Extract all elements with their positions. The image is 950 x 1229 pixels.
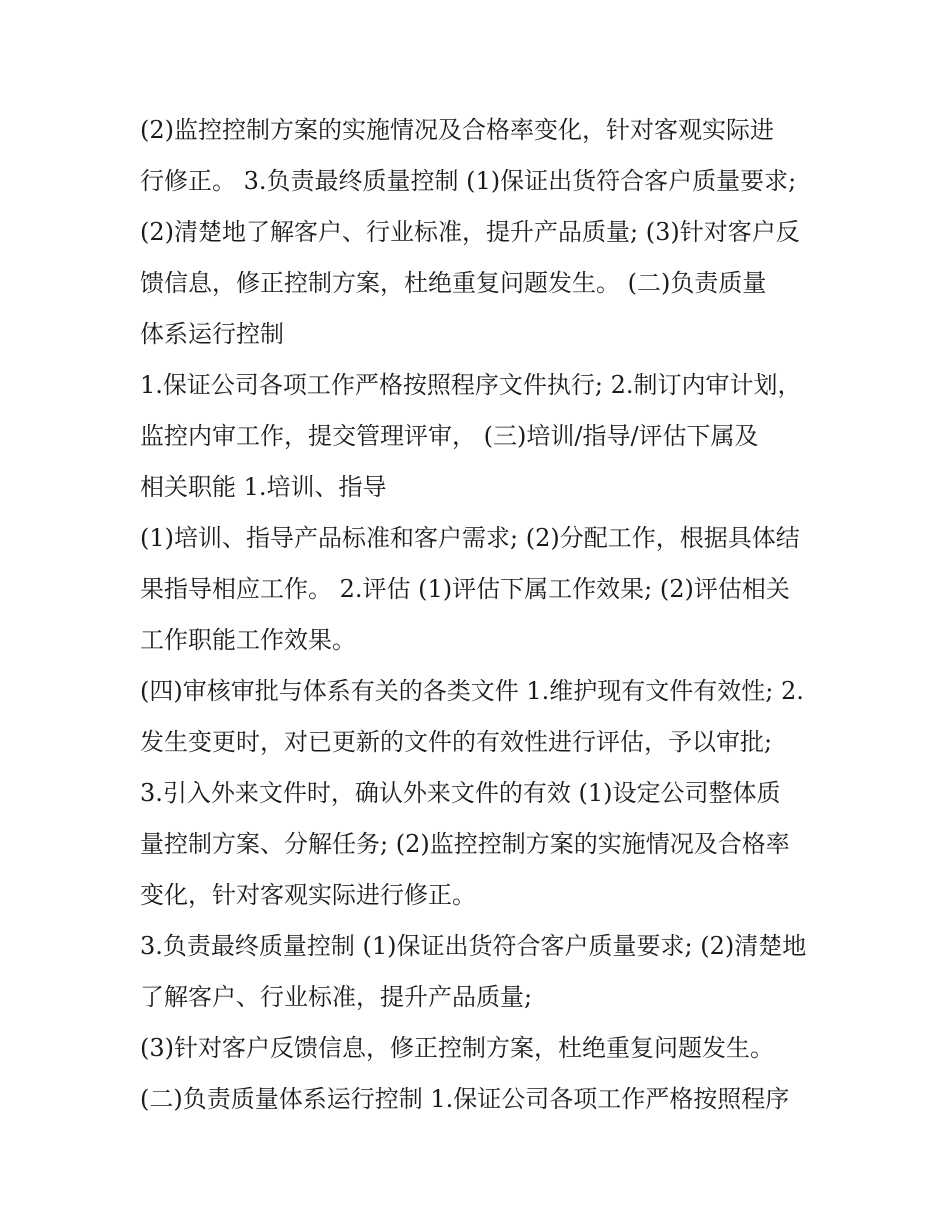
document-body xyxy=(140,105,820,1125)
text-line: 了解客户、行业标准，提升产品质量; xyxy=(140,983,533,1011)
text-line: 监控内审工作，提交管理评审， (三)培训/指导/评估下属及 xyxy=(140,422,759,450)
text-line: 3.引入外来文件时，确认外来文件的有效 (1)设定公司整体质 xyxy=(140,779,781,807)
text-line: (3)针对客户反馈信息，修正控制方案，杜绝重复问题发生。 xyxy=(140,1034,774,1062)
text-line: 体系运行控制 xyxy=(140,320,284,348)
text-line: (四)审核审批与体系有关的各类文件 1.维护现有文件有效性; 2. xyxy=(140,677,804,705)
text-line: 馈信息，修正控制方案，杜绝重复问题发生。 (二)负责质量 xyxy=(140,269,767,297)
text-line: 3.负责最终质量控制 (1)保证出货符合客户质量要求; (2)清楚地 xyxy=(140,932,807,960)
text-line: 发生变更时，对已更新的文件的有效性进行评估，予以审批; xyxy=(140,728,773,756)
text-line: (1)培训、指导产品标准和客户需求; (2)分配工作，根据具体结 xyxy=(140,524,800,552)
text-line: (2)监控控制方案的实施情况及合格率变化，针对客观实际进 xyxy=(140,116,774,144)
text-line: 相关职能 1.培训、指导 xyxy=(140,473,387,501)
text-line: (2)清楚地了解客户、行业标准，提升产品质量; (3)针对客户反 xyxy=(140,218,800,246)
text-line: 变化，针对客观实际进行修正。 xyxy=(140,881,476,909)
text-line: 果指导相应工作。 2.评估 (1)评估下属工作效果; (2)评估相关 xyxy=(140,575,790,603)
text-line: 行修正。 3.负责最终质量控制 (1)保证出货符合客户质量要求; xyxy=(140,167,797,195)
text-line: 1.保证公司各项工作严格按照程序文件执行; 2.制订内审计划， xyxy=(140,371,802,399)
text-line: (二)负责质量体系运行控制 1.保证公司各项工作严格按照程序 xyxy=(140,1085,790,1113)
text-line: 工作职能工作效果。 xyxy=(140,626,356,654)
text-line: 量控制方案、分解任务; (2)监控控制方案的实施情况及合格率 xyxy=(140,830,790,858)
